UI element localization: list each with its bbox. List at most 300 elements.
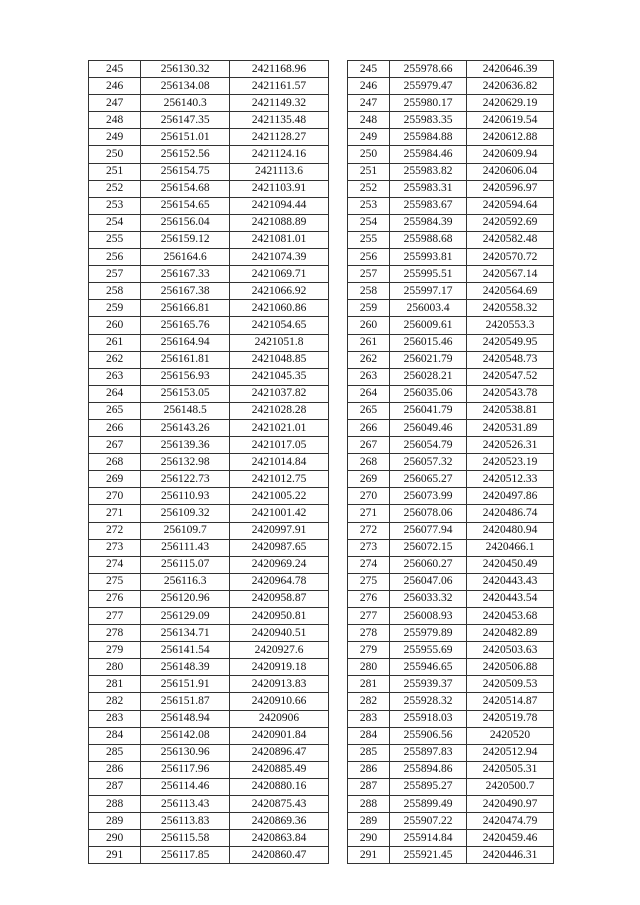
- table-row: [348, 488, 554, 505]
- table-row: [348, 385, 554, 402]
- point-number-cell: 271: [89, 505, 141, 522]
- y-coordinate-cell: 2420514.87: [467, 693, 554, 710]
- table-row: [89, 351, 329, 368]
- x-coordinate-cell: 255897.83: [390, 744, 467, 761]
- x-coordinate-cell: 256148.39: [141, 659, 230, 676]
- x-coordinate-cell: 255979.89: [390, 625, 467, 642]
- point-number-cell: 258: [348, 283, 390, 300]
- point-number-cell: 245: [89, 61, 141, 78]
- x-coordinate-cell: 256117.96: [141, 761, 230, 778]
- point-number-cell: 246: [89, 78, 141, 95]
- x-coordinate-cell: 256139.36: [141, 437, 230, 454]
- table-row: [348, 522, 554, 539]
- table-row: [348, 419, 554, 436]
- y-coordinate-cell: 2420490.97: [467, 796, 554, 813]
- coordinate-table-left-body: [89, 61, 329, 864]
- y-coordinate-cell: 2421045.35: [230, 368, 329, 385]
- y-coordinate-cell: 2420958.87: [230, 590, 329, 607]
- table-row: [89, 385, 329, 402]
- table-row: [348, 505, 554, 522]
- table-row: [348, 283, 554, 300]
- table-row: [348, 608, 554, 625]
- point-number-cell: 263: [348, 368, 390, 385]
- y-coordinate-cell: 2420558.32: [467, 300, 554, 317]
- point-number-cell: 282: [89, 693, 141, 710]
- table-row: [348, 710, 554, 727]
- y-coordinate-cell: 2421066.92: [230, 283, 329, 300]
- y-coordinate-cell: 2420582.48: [467, 231, 554, 248]
- y-coordinate-cell: 2420450.49: [467, 556, 554, 573]
- table-row: [348, 317, 554, 334]
- point-number-cell: 261: [89, 334, 141, 351]
- table-row: [89, 317, 329, 334]
- y-coordinate-cell: 2421028.28: [230, 402, 329, 419]
- y-coordinate-cell: 2420466.1: [467, 539, 554, 556]
- point-number-cell: 267: [348, 437, 390, 454]
- table-row: [89, 539, 329, 556]
- x-coordinate-cell: 255997.17: [390, 283, 467, 300]
- y-coordinate-cell: 2420474.79: [467, 813, 554, 830]
- y-coordinate-cell: 2421001.42: [230, 505, 329, 522]
- x-coordinate-cell: 255955.69: [390, 642, 467, 659]
- point-number-cell: 280: [348, 659, 390, 676]
- x-coordinate-cell: 255894.86: [390, 761, 467, 778]
- point-number-cell: 261: [348, 334, 390, 351]
- x-coordinate-cell: 256122.73: [141, 471, 230, 488]
- point-number-cell: 269: [348, 471, 390, 488]
- y-coordinate-cell: 2420453.68: [467, 608, 554, 625]
- x-coordinate-cell: 255983.35: [390, 112, 467, 129]
- point-number-cell: 257: [89, 266, 141, 283]
- y-coordinate-cell: 2421037.82: [230, 385, 329, 402]
- point-number-cell: 254: [348, 214, 390, 231]
- table-row: [348, 368, 554, 385]
- table-row: [348, 351, 554, 368]
- table-row: [89, 454, 329, 471]
- table-row: [348, 744, 554, 761]
- x-coordinate-cell: 256021.79: [390, 351, 467, 368]
- x-coordinate-cell: 255895.27: [390, 778, 467, 795]
- point-number-cell: 267: [89, 437, 141, 454]
- coordinate-table-right: [347, 60, 554, 864]
- y-coordinate-cell: 2420964.78: [230, 573, 329, 590]
- y-coordinate-cell: 2420950.81: [230, 608, 329, 625]
- x-coordinate-cell: 256159.12: [141, 231, 230, 248]
- y-coordinate-cell: 2420553.3: [467, 317, 554, 334]
- x-coordinate-cell: 256047.06: [390, 573, 467, 590]
- table-row: [348, 300, 554, 317]
- x-coordinate-cell: 256035.06: [390, 385, 467, 402]
- point-number-cell: 274: [348, 556, 390, 573]
- point-number-cell: 249: [348, 129, 390, 146]
- point-number-cell: 284: [89, 727, 141, 744]
- point-number-cell: 255: [89, 231, 141, 248]
- x-coordinate-cell: 256041.79: [390, 402, 467, 419]
- y-coordinate-cell: 2420646.39: [467, 61, 554, 78]
- y-coordinate-cell: 2420997.91: [230, 522, 329, 539]
- point-number-cell: 262: [348, 351, 390, 368]
- x-coordinate-cell: 256161.81: [141, 351, 230, 368]
- table-row: [89, 266, 329, 283]
- x-coordinate-cell: 256009.61: [390, 317, 467, 334]
- x-coordinate-cell: 256065.27: [390, 471, 467, 488]
- point-number-cell: 278: [89, 625, 141, 642]
- point-number-cell: 287: [89, 778, 141, 795]
- point-number-cell: 256: [348, 249, 390, 266]
- point-number-cell: 256: [89, 249, 141, 266]
- table-row: [89, 693, 329, 710]
- y-coordinate-cell: 2420486.74: [467, 505, 554, 522]
- table-row: [89, 522, 329, 539]
- point-number-cell: 266: [348, 419, 390, 436]
- point-number-cell: 252: [89, 180, 141, 197]
- x-coordinate-cell: 256134.71: [141, 625, 230, 642]
- y-coordinate-cell: 2420919.18: [230, 659, 329, 676]
- point-number-cell: 264: [89, 385, 141, 402]
- table-row: [348, 402, 554, 419]
- point-number-cell: 248: [89, 112, 141, 129]
- x-coordinate-cell: 255921.45: [390, 847, 467, 864]
- point-number-cell: 289: [348, 813, 390, 830]
- point-number-cell: 249: [89, 129, 141, 146]
- y-coordinate-cell: 2420910.66: [230, 693, 329, 710]
- point-number-cell: 277: [89, 608, 141, 625]
- point-number-cell: 279: [348, 642, 390, 659]
- y-coordinate-cell: 2420531.89: [467, 419, 554, 436]
- y-coordinate-cell: 2420860.47: [230, 847, 329, 864]
- x-coordinate-cell: 256142.08: [141, 727, 230, 744]
- table-row: [348, 471, 554, 488]
- table-row: [348, 61, 554, 78]
- y-coordinate-cell: 2420612.88: [467, 129, 554, 146]
- point-number-cell: 283: [348, 710, 390, 727]
- y-coordinate-cell: 2420906: [230, 710, 329, 727]
- x-coordinate-cell: 255946.65: [390, 659, 467, 676]
- table-row: [89, 847, 329, 864]
- point-number-cell: 286: [348, 761, 390, 778]
- table-row: [348, 676, 554, 693]
- table-row: [348, 539, 554, 556]
- y-coordinate-cell: 2420863.84: [230, 830, 329, 847]
- point-number-cell: 262: [89, 351, 141, 368]
- table-row: [348, 454, 554, 471]
- point-number-cell: 281: [89, 676, 141, 693]
- table-row: [89, 608, 329, 625]
- table-row: [348, 847, 554, 864]
- point-number-cell: 257: [348, 266, 390, 283]
- table-row: [89, 214, 329, 231]
- y-coordinate-cell: 2420482.89: [467, 625, 554, 642]
- y-coordinate-cell: 2420519.78: [467, 710, 554, 727]
- point-number-cell: 273: [89, 539, 141, 556]
- point-number-cell: 264: [348, 385, 390, 402]
- y-coordinate-cell: 2420913.83: [230, 676, 329, 693]
- x-coordinate-cell: 256057.32: [390, 454, 467, 471]
- point-number-cell: 253: [89, 197, 141, 214]
- y-coordinate-cell: 2420538.81: [467, 402, 554, 419]
- x-coordinate-cell: 256156.04: [141, 214, 230, 231]
- point-number-cell: 270: [348, 488, 390, 505]
- point-number-cell: 270: [89, 488, 141, 505]
- x-coordinate-cell: 256132.98: [141, 454, 230, 471]
- x-coordinate-cell: 256167.33: [141, 266, 230, 283]
- table-row: [348, 625, 554, 642]
- point-number-cell: 273: [348, 539, 390, 556]
- point-number-cell: 250: [348, 146, 390, 163]
- table-row: [89, 761, 329, 778]
- point-number-cell: 260: [348, 317, 390, 334]
- x-coordinate-cell: 256165.76: [141, 317, 230, 334]
- table-row: [348, 727, 554, 744]
- y-coordinate-cell: 2420509.53: [467, 676, 554, 693]
- y-coordinate-cell: 2421021.01: [230, 419, 329, 436]
- y-coordinate-cell: 2420570.72: [467, 249, 554, 266]
- x-coordinate-cell: 256152.56: [141, 146, 230, 163]
- y-coordinate-cell: 2420901.84: [230, 727, 329, 744]
- table-row: [89, 231, 329, 248]
- x-coordinate-cell: 256134.08: [141, 78, 230, 95]
- y-coordinate-cell: 2421060.86: [230, 300, 329, 317]
- x-coordinate-cell: 255984.46: [390, 146, 467, 163]
- point-number-cell: 285: [89, 744, 141, 761]
- table-row: [89, 112, 329, 129]
- point-number-cell: 246: [348, 78, 390, 95]
- x-coordinate-cell: 256054.79: [390, 437, 467, 454]
- y-coordinate-cell: 2420505.31: [467, 761, 554, 778]
- x-coordinate-cell: 255899.49: [390, 796, 467, 813]
- y-coordinate-cell: 2420549.95: [467, 334, 554, 351]
- y-coordinate-cell: 2420443.43: [467, 573, 554, 590]
- point-number-cell: 279: [89, 642, 141, 659]
- x-coordinate-cell: 256129.09: [141, 608, 230, 625]
- x-coordinate-cell: 256154.65: [141, 197, 230, 214]
- point-number-cell: 245: [348, 61, 390, 78]
- table-row: [89, 300, 329, 317]
- x-coordinate-cell: 255984.39: [390, 214, 467, 231]
- point-number-cell: 282: [348, 693, 390, 710]
- y-coordinate-cell: 2421094.44: [230, 197, 329, 214]
- point-number-cell: 252: [348, 180, 390, 197]
- x-coordinate-cell: 255983.31: [390, 180, 467, 197]
- x-coordinate-cell: 256109.7: [141, 522, 230, 539]
- table-row: [89, 727, 329, 744]
- table-row: [89, 283, 329, 300]
- table-row: [348, 642, 554, 659]
- x-coordinate-cell: 256120.96: [141, 590, 230, 607]
- x-coordinate-cell: 256033.32: [390, 590, 467, 607]
- x-coordinate-cell: 255980.17: [390, 95, 467, 112]
- table-row: [89, 146, 329, 163]
- x-coordinate-cell: 256113.83: [141, 813, 230, 830]
- point-number-cell: 255: [348, 231, 390, 248]
- y-coordinate-cell: 2420512.94: [467, 744, 554, 761]
- x-coordinate-cell: 256153.05: [141, 385, 230, 402]
- x-coordinate-cell: 255988.68: [390, 231, 467, 248]
- y-coordinate-cell: 2420869.36: [230, 813, 329, 830]
- x-coordinate-cell: 255979.47: [390, 78, 467, 95]
- y-coordinate-cell: 2421168.96: [230, 61, 329, 78]
- y-coordinate-cell: 2420875.43: [230, 796, 329, 813]
- x-coordinate-cell: 256166.81: [141, 300, 230, 317]
- y-coordinate-cell: 2421048.85: [230, 351, 329, 368]
- y-coordinate-cell: 2421113.6: [230, 163, 329, 180]
- point-number-cell: 276: [89, 590, 141, 607]
- table-row: [348, 78, 554, 95]
- table-row: [89, 625, 329, 642]
- point-number-cell: 290: [89, 830, 141, 847]
- point-number-cell: 259: [89, 300, 141, 317]
- x-coordinate-cell: 256148.5: [141, 402, 230, 419]
- coordinate-table-right-body: [348, 61, 554, 864]
- table-row: [89, 556, 329, 573]
- y-coordinate-cell: 2420636.82: [467, 78, 554, 95]
- y-coordinate-cell: 2420547.52: [467, 368, 554, 385]
- x-coordinate-cell: 256049.46: [390, 419, 467, 436]
- table-row: [89, 676, 329, 693]
- point-number-cell: 284: [348, 727, 390, 744]
- y-coordinate-cell: 2421051.8: [230, 334, 329, 351]
- y-coordinate-cell: 2421103.91: [230, 180, 329, 197]
- x-coordinate-cell: 256151.01: [141, 129, 230, 146]
- x-coordinate-cell: 256073.99: [390, 488, 467, 505]
- x-coordinate-cell: 255983.82: [390, 163, 467, 180]
- table-row: [348, 249, 554, 266]
- x-coordinate-cell: 256143.26: [141, 419, 230, 436]
- y-coordinate-cell: 2421161.57: [230, 78, 329, 95]
- y-coordinate-cell: 2420503.63: [467, 642, 554, 659]
- y-coordinate-cell: 2420606.04: [467, 163, 554, 180]
- point-number-cell: 291: [89, 847, 141, 864]
- point-number-cell: 278: [348, 625, 390, 642]
- table-row: [89, 78, 329, 95]
- y-coordinate-cell: 2420609.94: [467, 146, 554, 163]
- y-coordinate-cell: 2421005.22: [230, 488, 329, 505]
- table-row: [89, 249, 329, 266]
- y-coordinate-cell: 2421149.32: [230, 95, 329, 112]
- x-coordinate-cell: 255939.37: [390, 676, 467, 693]
- point-number-cell: 272: [348, 522, 390, 539]
- table-row: [89, 744, 329, 761]
- y-coordinate-cell: 2420619.54: [467, 112, 554, 129]
- y-coordinate-cell: 2420497.86: [467, 488, 554, 505]
- point-number-cell: 258: [89, 283, 141, 300]
- table-row: [348, 266, 554, 283]
- table-row: [89, 437, 329, 454]
- x-coordinate-cell: 255914.84: [390, 830, 467, 847]
- x-coordinate-cell: 256008.93: [390, 608, 467, 625]
- point-number-cell: 251: [89, 163, 141, 180]
- point-number-cell: 268: [348, 454, 390, 471]
- point-number-cell: 274: [89, 556, 141, 573]
- x-coordinate-cell: 256109.32: [141, 505, 230, 522]
- point-number-cell: 269: [89, 471, 141, 488]
- table-row: [348, 334, 554, 351]
- y-coordinate-cell: 2420940.51: [230, 625, 329, 642]
- x-coordinate-cell: 256130.32: [141, 61, 230, 78]
- y-coordinate-cell: 2421012.75: [230, 471, 329, 488]
- point-number-cell: 251: [348, 163, 390, 180]
- y-coordinate-cell: 2420500.7: [467, 778, 554, 795]
- point-number-cell: 265: [89, 402, 141, 419]
- point-number-cell: 272: [89, 522, 141, 539]
- x-coordinate-cell: 256077.94: [390, 522, 467, 539]
- y-coordinate-cell: 2421124.16: [230, 146, 329, 163]
- x-coordinate-cell: 256003.4: [390, 300, 467, 317]
- table-row: [89, 505, 329, 522]
- table-row: [89, 488, 329, 505]
- x-coordinate-cell: 256164.6: [141, 249, 230, 266]
- point-number-cell: 288: [348, 796, 390, 813]
- table-row: [348, 590, 554, 607]
- point-number-cell: 259: [348, 300, 390, 317]
- y-coordinate-cell: 2421074.39: [230, 249, 329, 266]
- table-row: [348, 573, 554, 590]
- y-coordinate-cell: 2420443.54: [467, 590, 554, 607]
- x-coordinate-cell: 256111.43: [141, 539, 230, 556]
- table-row: [348, 129, 554, 146]
- point-number-cell: 275: [348, 573, 390, 590]
- point-number-cell: 286: [89, 761, 141, 778]
- point-number-cell: 290: [348, 830, 390, 847]
- point-number-cell: 288: [89, 796, 141, 813]
- x-coordinate-cell: 256114.46: [141, 778, 230, 795]
- table-row: [89, 163, 329, 180]
- y-coordinate-cell: 2420480.94: [467, 522, 554, 539]
- x-coordinate-cell: 255993.81: [390, 249, 467, 266]
- table-row: [89, 710, 329, 727]
- y-coordinate-cell: 2420543.78: [467, 385, 554, 402]
- x-coordinate-cell: 255978.66: [390, 61, 467, 78]
- point-number-cell: 263: [89, 368, 141, 385]
- point-number-cell: 271: [348, 505, 390, 522]
- point-number-cell: 277: [348, 608, 390, 625]
- y-coordinate-cell: 2420564.69: [467, 283, 554, 300]
- table-row: [89, 796, 329, 813]
- x-coordinate-cell: 256078.06: [390, 505, 467, 522]
- table-row: [89, 778, 329, 795]
- point-number-cell: 280: [89, 659, 141, 676]
- table-row: [89, 180, 329, 197]
- point-number-cell: 265: [348, 402, 390, 419]
- table-row: [348, 830, 554, 847]
- point-number-cell: 283: [89, 710, 141, 727]
- y-coordinate-cell: 2420548.73: [467, 351, 554, 368]
- y-coordinate-cell: 2420596.97: [467, 180, 554, 197]
- point-number-cell: 247: [348, 95, 390, 112]
- x-coordinate-cell: 255918.03: [390, 710, 467, 727]
- y-coordinate-cell: 2421128.27: [230, 129, 329, 146]
- table-row: [348, 778, 554, 795]
- x-coordinate-cell: 255983.67: [390, 197, 467, 214]
- x-coordinate-cell: 256130.96: [141, 744, 230, 761]
- table-row: [348, 146, 554, 163]
- table-row: [89, 830, 329, 847]
- x-coordinate-cell: 256164.94: [141, 334, 230, 351]
- x-coordinate-cell: 256154.68: [141, 180, 230, 197]
- point-number-cell: 260: [89, 317, 141, 334]
- table-row: [348, 95, 554, 112]
- point-number-cell: 268: [89, 454, 141, 471]
- table-row: [348, 659, 554, 676]
- y-coordinate-cell: 2421014.84: [230, 454, 329, 471]
- y-coordinate-cell: 2420523.19: [467, 454, 554, 471]
- x-coordinate-cell: 256156.93: [141, 368, 230, 385]
- point-number-cell: 275: [89, 573, 141, 590]
- x-coordinate-cell: 255995.51: [390, 266, 467, 283]
- y-coordinate-cell: 2420459.46: [467, 830, 554, 847]
- y-coordinate-cell: 2420629.19: [467, 95, 554, 112]
- point-number-cell: 247: [89, 95, 141, 112]
